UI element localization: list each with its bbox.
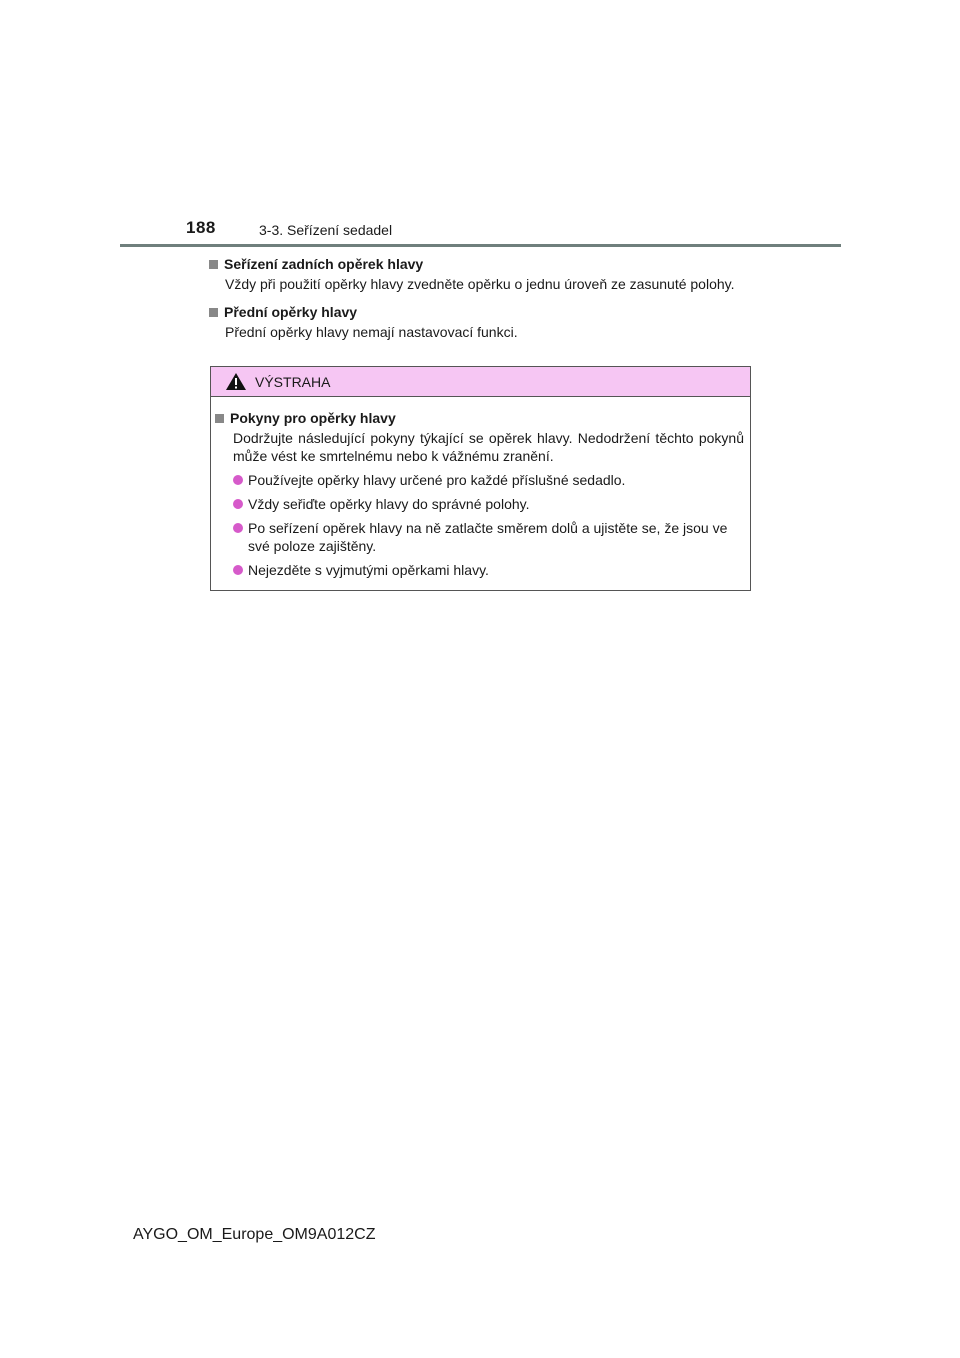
- list-item: Používejte opěrky hlavy určené pro každé příslušné sedadlo.: [233, 471, 744, 489]
- square-bullet-icon: [209, 308, 218, 317]
- warning-triangle-icon: [225, 372, 247, 391]
- main-content: [209, 254, 749, 350]
- section-rear-headrests: [209, 254, 749, 293]
- section-heading: Přední opěrky hlavy: [224, 304, 358, 320]
- bullet-dot-icon: [233, 475, 243, 485]
- bullet-dot-icon: [233, 499, 243, 509]
- list-item: Vždy seřiďte opěrky hlavy do správné polohy.: [233, 495, 744, 513]
- page-number: 188: [186, 218, 216, 237]
- warning-header: [211, 367, 750, 397]
- warning-body: [211, 397, 750, 579]
- warning-label: VÝSTRAHA: [255, 373, 331, 390]
- warning-heading: Pokyny pro opěrky hlavy: [230, 410, 396, 426]
- document-id: AYGO_OM_Europe_OM9A012CZ: [133, 1226, 376, 1243]
- bullet-dot-icon: [233, 565, 243, 575]
- warning-text: Dodržujte následující pokyny týkající se opěrek hlavy. Nedodržení těchto pokynů může vést ke smrtelnému nebo k vážnému zranění.: [233, 430, 744, 464]
- section-front-headrests: [209, 302, 749, 341]
- header-rule: [120, 244, 841, 247]
- list-item: Po seřízení opěrek hlavy na ně zatlačte směrem dolů a ujistěte se, že jsou ve své poloze zajištěny.: [233, 519, 744, 555]
- section-title: 3-3. Seřízení sedadel: [259, 222, 393, 238]
- section-heading: Seřízení zadních opěrek hlavy: [224, 256, 424, 272]
- warning-bullet-list: [233, 471, 744, 579]
- warning-box: [210, 366, 751, 591]
- square-bullet-icon: [209, 260, 218, 269]
- list-item: Nejezděte s vyjmutými opěrkami hlavy.: [233, 561, 744, 579]
- section-text: Přední opěrky hlavy nemají nastavovací funkci.: [225, 324, 518, 340]
- square-bullet-icon: [215, 414, 224, 423]
- bullet-dot-icon: [233, 523, 243, 533]
- section-text: Vždy při použití opěrky hlavy zvedněte opěrku o jednu úroveň ze zasunuté polohy.: [225, 276, 735, 292]
